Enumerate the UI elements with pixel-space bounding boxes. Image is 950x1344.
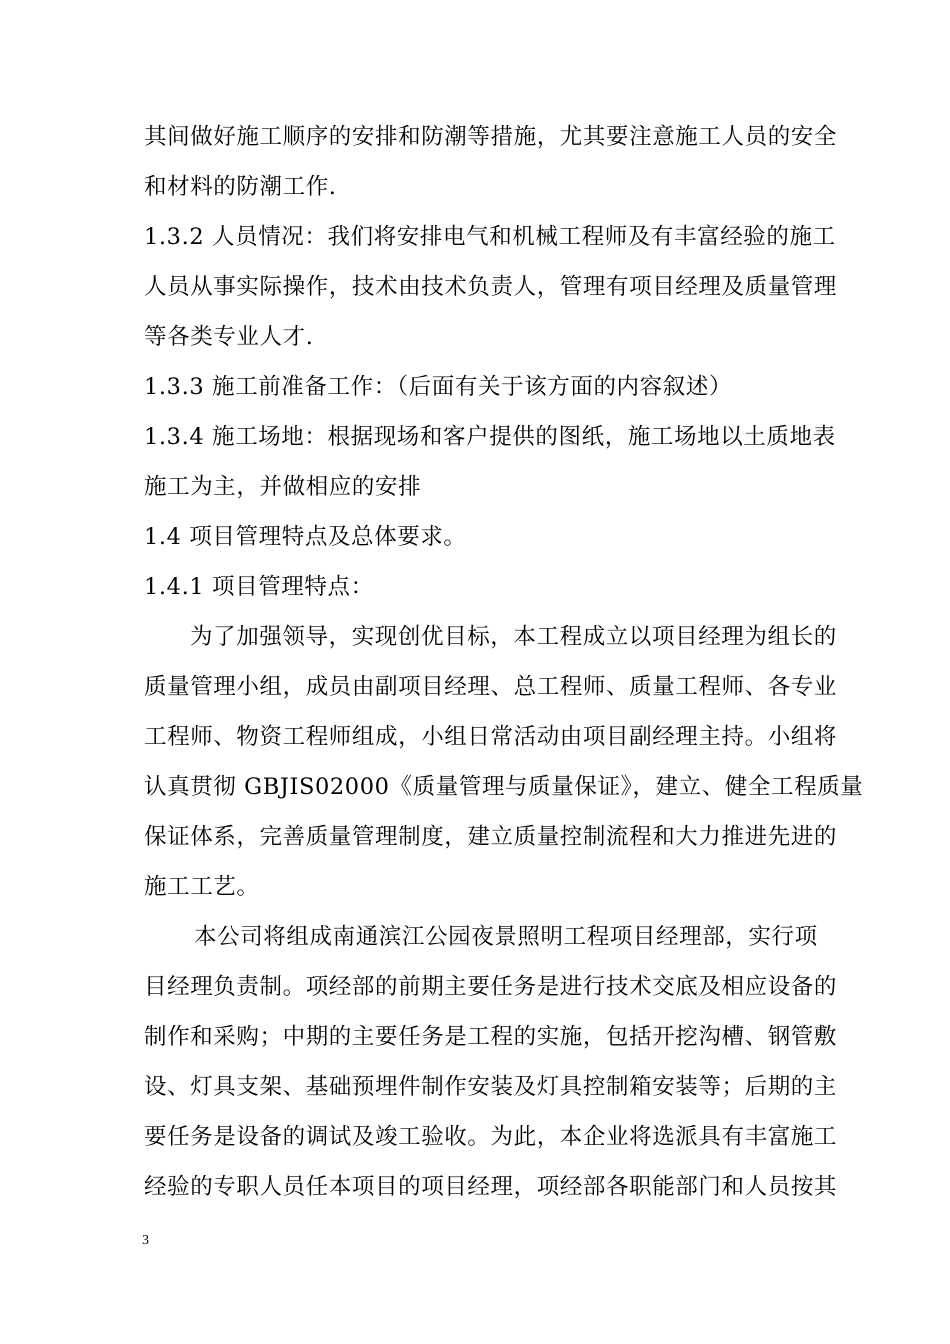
text-line: 制作和采购；中期的主要任务是工程的实施，包括开挖沟槽、钢管敷 [144, 1024, 838, 1050]
text-line: 和材料的防潮工作. [144, 174, 337, 200]
section-heading-1-4: 1.4 项目管理特点及总体要求。 [144, 524, 467, 550]
paragraph-first-line: 为了加强领导，实现创优目标，本工程成立以项目经理为组长的 [190, 624, 837, 650]
text-line: 施工工艺。 [144, 874, 260, 900]
text-line: 要任务是设备的调试及竣工验收。为此，本企业将选派具有丰富施工 [144, 1124, 838, 1150]
page-number: 3 [142, 1233, 149, 1248]
section-heading-1-3-4: 1.3.4 施工场地：根据现场和客户提供的图纸，施工场地以土质地表 [144, 424, 836, 450]
section-heading-1-3-3: 1.3.3 施工前准备工作：（后面有关于该方面的内容叙述） [144, 374, 733, 400]
text-line: 经验的专职人员任本项目的项目经理，项经部各职能部门和人员按其 [144, 1174, 838, 1200]
text-line: 认真贯彻 GBJIS02000《质量管理与质量保证》，建立、健全工程质量 [144, 774, 864, 800]
text-line: 工程师、物资工程师组成，小组日常活动由项目副经理主持。小组将 [144, 724, 838, 750]
paragraph-first-line: 本公司将组成南通滨江公园夜景照明工程项目经理部，实行项 [194, 924, 818, 950]
text-line: 设、灯具支架、基础预埋件制作安装及灯具控制箱安装等；后期的主 [144, 1074, 838, 1100]
text-line: 质量管理小组，成员由副项目经理、总工程师、质量工程师、各专业 [144, 674, 838, 700]
text-line: 目经理负责制。项经部的前期主要任务是进行技术交底及相应设备的 [144, 974, 838, 1000]
text-line: 保证体系，完善质量管理制度，建立质量控制流程和大力推进先进的 [144, 824, 838, 850]
section-heading-1-3-2: 1.3.2 人员情况：我们将安排电气和机械工程师及有丰富经验的施工 [144, 224, 836, 250]
text-line: 人员从事实际操作，技术由技术负责人，管理有项目经理及质量管理 [144, 274, 838, 300]
text-line: 施工为主，并做相应的安排 [144, 474, 422, 500]
section-heading-1-4-1: 1.4.1 项目管理特点： [144, 574, 374, 600]
text-line: 等各类专业人才. [144, 324, 314, 350]
text-line: 其间做好施工顺序的安排和防潮等措施，尤其要注意施工人员的安全 [144, 124, 838, 150]
